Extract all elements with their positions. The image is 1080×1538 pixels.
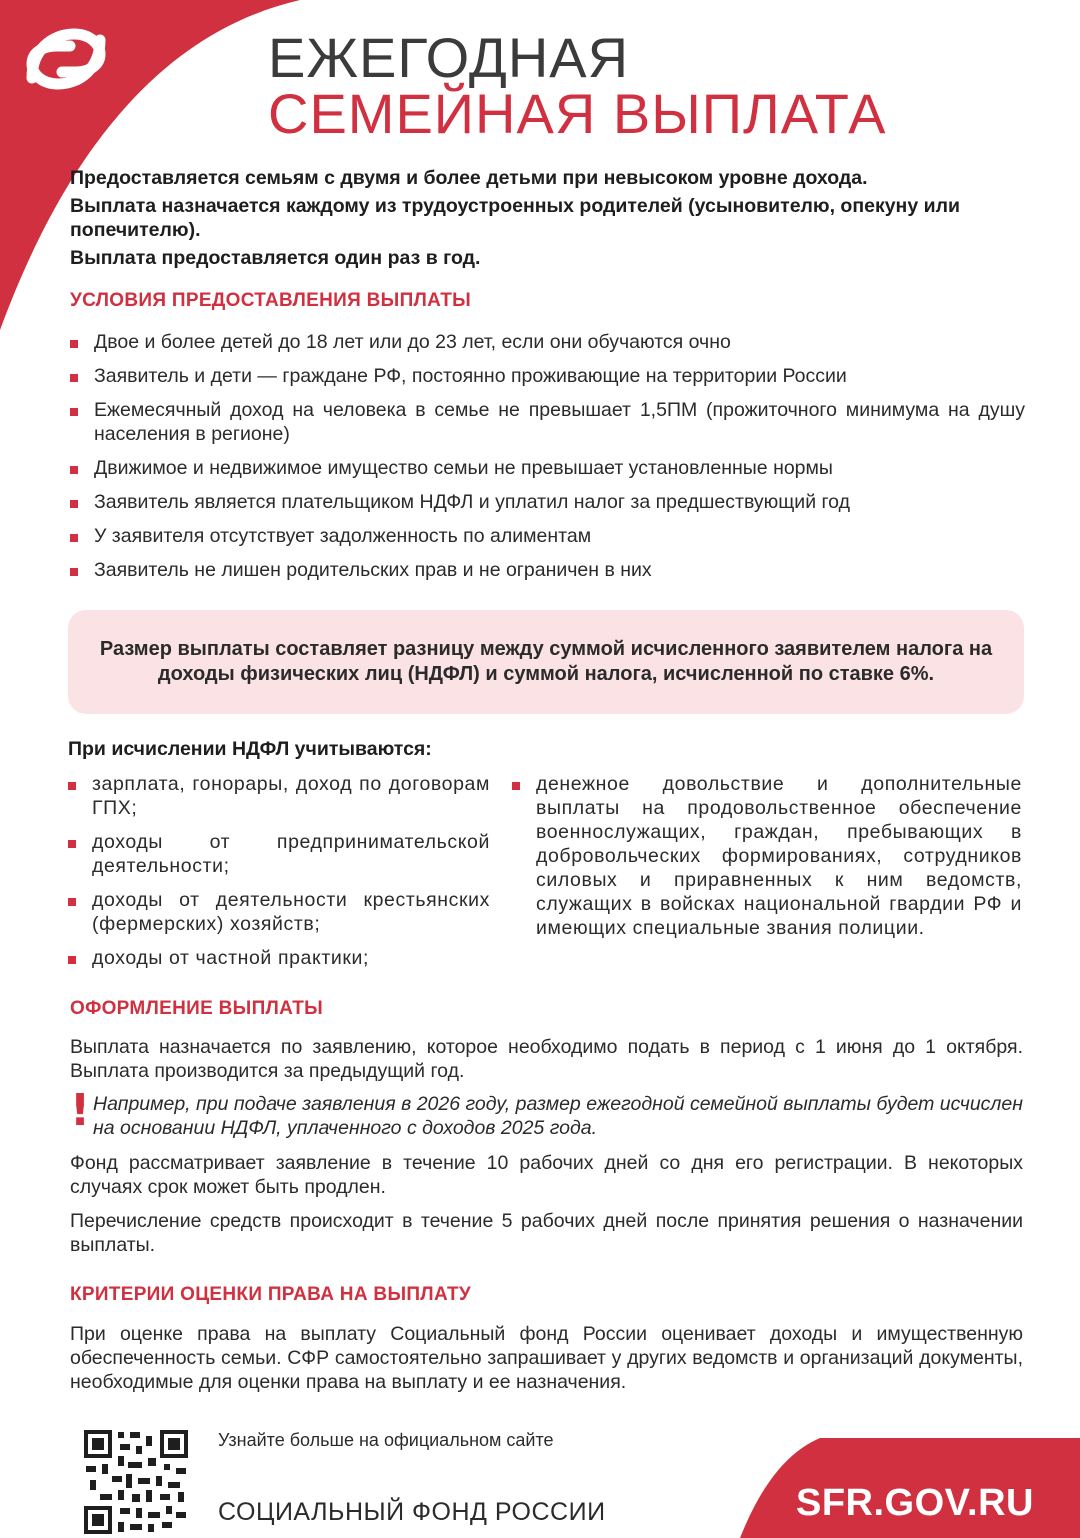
list-item: Движимое и недвижимое имущество семьи не превышает установленные нормы bbox=[70, 456, 1025, 480]
sfr-logo-icon bbox=[22, 20, 110, 98]
review-period-text: Фонд рассматривает заявление в течение 10 рабочих дней со дня его регистрации. В некоторых случаях срок может быть продлен. bbox=[70, 1152, 1023, 1198]
conditions-list bbox=[70, 330, 1025, 592]
intro-line: Предоставляется семьям с двумя и более детьми при невысоком уровне дохода. bbox=[70, 167, 868, 189]
payment-size-text: Размер выплаты составляет разницу между суммой исчисленного заявителем налога на доходы физических лиц (НДФЛ) и суммой налога, исчисленной по ставке 6%. bbox=[99, 638, 993, 685]
application-heading: ОФОРМЛЕНИЕ ВЫПЛАТЫ bbox=[70, 998, 324, 1019]
intro-line: Выплата предоставляется один раз в год. bbox=[70, 247, 481, 269]
intro-line: Выплата назначается каждому из трудоустроенных родителей (усыновителю, опекуну или попечителю). bbox=[70, 195, 960, 241]
list-item: Двое и более детей до 18 лет или до 23 лет, если они обучаются очно bbox=[70, 330, 1025, 354]
list-item: Заявитель и дети — граждане РФ, постоянно проживающие на территории России bbox=[70, 364, 1025, 388]
criteria-text: При оценке права на выплату Социальный фонд России оценивает доходы и имущественную обеспеченность семьи. СФР самостоятельно запрашивает у других ведомств и организаций документы, необходимые для оценки права на выплату и ее назначения. bbox=[70, 1323, 1023, 1393]
list-item: доходы от деятельности крестьянских (фермерских) хозяйств; bbox=[68, 888, 490, 936]
ndfl-heading: При исчислении НДФЛ учитываются: bbox=[68, 738, 432, 760]
title-line-2: СЕМЕЙНАЯ ВЫПЛАТА bbox=[268, 82, 887, 145]
transfer-period-text: Перечисление средств происходит в течение 5 рабочих дней после принятия решения о назначении выплаты. bbox=[70, 1210, 1023, 1256]
learn-more-text: Узнайте больше на официальном сайте bbox=[218, 1430, 554, 1450]
list-item: Заявитель является плательщиком НДФЛ и уплатил налог за предшествующий год bbox=[70, 490, 1025, 514]
ndfl-list-right bbox=[512, 772, 1022, 940]
example-note-text: Например, при подаче заявления в 2026 году, размер ежегодной семейной выплаты будет исчислен на основании НДФЛ, уплаченного с доходов 2025 года. bbox=[93, 1093, 1023, 1139]
example-note bbox=[70, 1085, 1023, 1140]
title-line-1: ЕЖЕГОДНАЯ bbox=[268, 26, 630, 89]
list-item: доходы от частной практики; bbox=[68, 946, 490, 970]
application-text: Выплата назначается по заявлению, которое необходимо подать в период с 1 июня до 1 октября. Выплата производится за предыдущий год. bbox=[70, 1036, 1023, 1082]
list-item: Ежемесячный доход на человека в семье не превышает 1,5ПМ (прожиточного минимума на душу населения в регионе) bbox=[70, 398, 1025, 446]
organization-name: СОЦИАЛЬНЫЙ ФОНД РОССИИ bbox=[218, 1498, 606, 1526]
page-title bbox=[268, 26, 887, 145]
qr-code-icon[interactable] bbox=[82, 1428, 190, 1536]
exclamation-icon: ! bbox=[70, 1085, 91, 1136]
website-link[interactable]: SFR.GOV.RU bbox=[796, 1482, 1034, 1524]
payment-size-box bbox=[68, 610, 1024, 714]
conditions-heading: УСЛОВИЯ ПРЕДОСТАВЛЕНИЯ ВЫПЛАТЫ bbox=[70, 290, 472, 311]
list-item: доходы от предпринимательской деятельности; bbox=[68, 830, 490, 878]
criteria-heading: КРИТЕРИИ ОЦЕНКИ ПРАВА НА ВЫПЛАТУ bbox=[70, 1284, 472, 1305]
list-item: У заявителя отсутствует задолженность по алиментам bbox=[70, 524, 1025, 548]
list-item: зарплата, гонорары, доход по договорам ГПХ; bbox=[68, 772, 490, 820]
list-item: денежное довольствие и дополнительные выплаты на продовольственное обеспечение военнослужащих, граждан, пребывающих в добровольческих формированиях, сотрудников силовых и приравненных к ним ведомств, служащих в войсках национальной гвардии РФ и имеющих специальные звания полиции. bbox=[512, 772, 1022, 940]
ndfl-list-left bbox=[68, 772, 490, 980]
intro-text bbox=[70, 166, 1030, 274]
list-item: Заявитель не лишен родительских прав и не ограничен в них bbox=[70, 558, 1025, 582]
